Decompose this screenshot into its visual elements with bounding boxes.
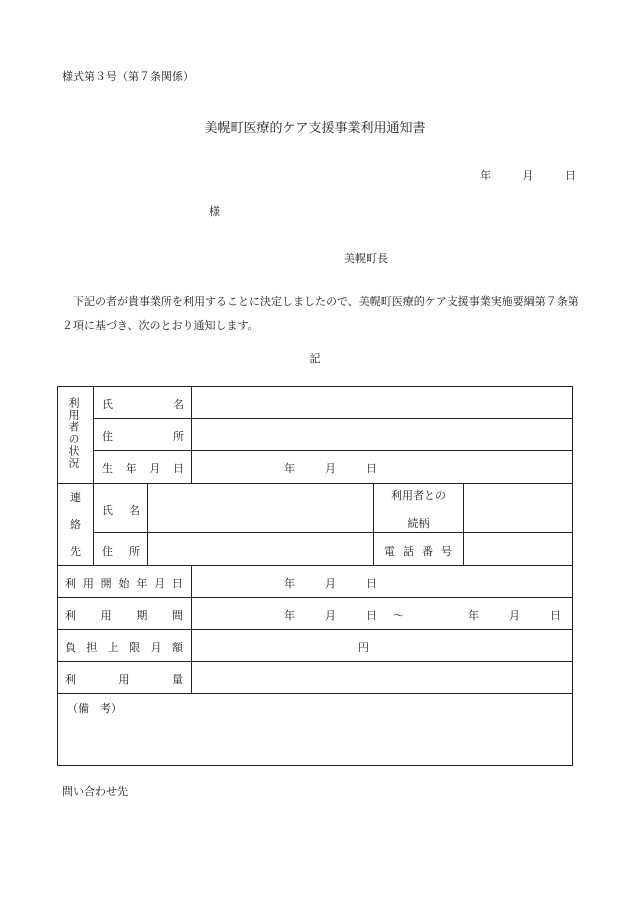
info-table xyxy=(57,386,573,766)
document-title: 美幌町医療的ケア支援事業利用通知書 xyxy=(204,121,426,136)
issuer: 美幌町長 xyxy=(344,252,388,265)
start-date-field[interactable]: 年 月 日 xyxy=(284,577,377,590)
period-label: 利 用 期 間 xyxy=(65,609,183,622)
phone-field[interactable] xyxy=(464,533,573,565)
amount-label: 利 用 量 xyxy=(65,673,183,686)
issue-date xyxy=(480,167,576,183)
contact-name-label: 氏 名 xyxy=(102,504,140,517)
addressee-suffix: 様 xyxy=(209,205,220,218)
body-text: 下記の者が貴事業所を利用することに決定しましたので、美幌町医療的ケア支援事業実施要綱第７条第２項に基づき、次のとおり通知します。 xyxy=(62,295,579,332)
limit-field[interactable]: 円 xyxy=(358,641,369,654)
period-from-field[interactable]: 年 月 日 ～ xyxy=(284,609,404,622)
relation-label: 利用者との 続柄 xyxy=(391,489,446,530)
period-to-field[interactable]: 年 月 日 xyxy=(468,609,561,622)
user-section-label: 利用者の状況 xyxy=(67,397,80,469)
start-date-label: 利 用 開 始 年 月 日 xyxy=(65,577,183,590)
contact-address-label: 住 所 xyxy=(102,545,140,558)
ki-heading: 記 xyxy=(309,352,321,365)
form-number: 様式第３号（第７条関係） xyxy=(62,70,194,83)
contact-section-label: 連 絡 先 xyxy=(70,490,81,559)
user-address-field[interactable] xyxy=(192,419,573,450)
relation-field[interactable] xyxy=(464,484,573,532)
user-address-label: 住 所 xyxy=(102,430,184,443)
user-name-label: 氏 名 xyxy=(102,398,184,411)
limit-label: 負 担 上 限 月 額 xyxy=(65,641,183,654)
user-name-field[interactable] xyxy=(192,387,573,418)
remarks-field[interactable] xyxy=(58,717,573,765)
phone-label: 電 話 番 号 xyxy=(384,545,452,558)
user-birthdate-field[interactable]: 年 月 日 xyxy=(284,462,377,475)
issue-month-label: 月 xyxy=(522,169,534,182)
contact-info: 問い合わせ先 xyxy=(62,785,128,798)
issue-year-label: 年 xyxy=(480,169,491,182)
issue-day-label: 日 xyxy=(565,169,576,182)
contact-address-field[interactable] xyxy=(148,533,373,565)
user-birthdate-label: 生 年 月 日 xyxy=(102,462,184,475)
amount-field[interactable] xyxy=(192,662,573,693)
contact-name-field[interactable] xyxy=(148,484,373,532)
remarks-label: （備 考） xyxy=(67,702,122,715)
